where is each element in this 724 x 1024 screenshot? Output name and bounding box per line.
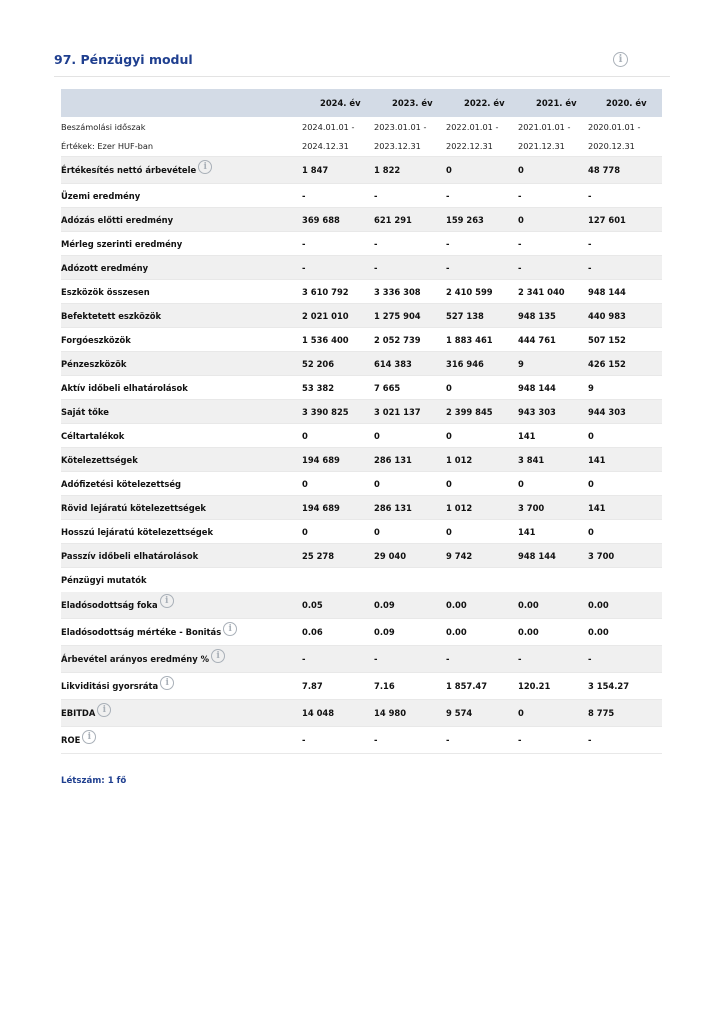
value-cell: 426 152 — [588, 352, 662, 376]
table-row — [61, 673, 662, 700]
info-icon[interactable]: i — [198, 160, 212, 174]
value-cell: 7.87 — [302, 673, 374, 700]
value-cell: - — [374, 232, 446, 256]
period-cell — [588, 117, 662, 157]
value-cell: 1 883 461 — [446, 328, 518, 352]
value-cell: 9 — [518, 352, 588, 376]
value-cell: 3 610 792 — [302, 280, 374, 304]
value-cell: 3 021 137 — [374, 400, 446, 424]
table-row — [61, 376, 662, 400]
value-cell: 0 — [446, 472, 518, 496]
period-cell — [302, 117, 374, 157]
value-cell: 141 — [518, 520, 588, 544]
value-cell: 0 — [518, 157, 588, 184]
value-cell: 0 — [446, 376, 518, 400]
value-cell: - — [374, 256, 446, 280]
value-cell: 52 206 — [302, 352, 374, 376]
row-label: Eszközök összesen — [61, 286, 150, 297]
table-row — [61, 256, 662, 280]
table-row — [61, 280, 662, 304]
row-label: ROE — [61, 735, 81, 745]
row-label-cell — [61, 232, 302, 256]
row-label: Aktív időbeli elhatárolások — [61, 382, 188, 393]
value-cell: 943 303 — [518, 400, 588, 424]
period-cell — [374, 117, 446, 157]
value-cell: - — [446, 646, 518, 673]
value-cell: - — [302, 256, 374, 280]
row-label: Likviditási gyorsráta — [61, 681, 159, 691]
value-cell: 0 — [518, 700, 588, 727]
table-row — [61, 496, 662, 520]
value-cell: 0.00 — [588, 619, 662, 646]
value-cell: 159 263 — [446, 208, 518, 232]
value-cell: - — [518, 184, 588, 208]
value-cell: 0 — [446, 520, 518, 544]
value-cell: 0 — [588, 424, 662, 448]
value-cell: 0 — [518, 472, 588, 496]
value-cell: 120.21 — [518, 673, 588, 700]
value-cell: 3 700 — [588, 544, 662, 568]
value-cell: - — [588, 256, 662, 280]
year-header: 2021. év — [518, 89, 588, 117]
period-end: 2022.12.31 — [446, 140, 493, 151]
value-cell: 0 — [302, 472, 374, 496]
row-label: EBITDA — [61, 708, 96, 718]
period-start: 2024.01.01 - — [302, 121, 355, 132]
value-cell: 0.00 — [446, 619, 518, 646]
value-cell: 7 665 — [374, 376, 446, 400]
row-label: Rövid lejáratú kötelezettségek — [61, 502, 206, 513]
row-label-cell — [61, 352, 302, 376]
value-cell: 14 048 — [302, 700, 374, 727]
value-cell: 1 857.47 — [446, 673, 518, 700]
table-row — [61, 304, 662, 328]
value-cell: 0.00 — [518, 592, 588, 619]
value-cell: - — [518, 256, 588, 280]
value-cell: 48 778 — [588, 157, 662, 184]
period-start: 2022.01.01 - — [446, 121, 499, 132]
value-cell: 9 — [588, 376, 662, 400]
value-cell: 2 399 845 — [446, 400, 518, 424]
row-label-cell — [61, 304, 302, 328]
info-icon[interactable]: i — [160, 676, 174, 690]
info-icon[interactable]: i — [223, 622, 237, 636]
headcount-label: Létszám: 1 fő — [61, 776, 127, 786]
row-label: Árbevétel arányos eredmény % — [61, 654, 210, 664]
value-cell: 0 — [374, 472, 446, 496]
row-label: Forgóeszközök — [61, 334, 131, 345]
period-cell — [518, 117, 588, 157]
value-cell: 944 303 — [588, 400, 662, 424]
period-start: 2021.01.01 - — [518, 121, 571, 132]
value-cell: - — [588, 184, 662, 208]
value-cell: 194 689 — [302, 448, 374, 472]
row-label-cell — [61, 472, 302, 496]
table-row — [61, 646, 662, 673]
value-cell: 0.00 — [588, 592, 662, 619]
row-label-cell — [61, 157, 302, 184]
period-start: 2023.01.01 - — [374, 121, 427, 132]
value-cell: 141 — [588, 496, 662, 520]
value-cell: 3 390 825 — [302, 400, 374, 424]
value-cell: - — [302, 232, 374, 256]
row-label-cell — [61, 400, 302, 424]
value-cell: - — [446, 256, 518, 280]
row-label: Adózott eredmény — [61, 262, 149, 273]
row-label-cell — [61, 328, 302, 352]
value-cell: 0.00 — [446, 592, 518, 619]
value-cell: 3 154.27 — [588, 673, 662, 700]
row-label-cell — [61, 520, 302, 544]
value-cell: 948 144 — [588, 280, 662, 304]
value-cell: 0 — [374, 424, 446, 448]
table-row — [61, 232, 662, 256]
value-cell: 444 761 — [518, 328, 588, 352]
period-cell — [446, 117, 518, 157]
value-cell: 3 700 — [518, 496, 588, 520]
value-cell: 948 144 — [518, 544, 588, 568]
value-cell: 369 688 — [302, 208, 374, 232]
row-label-cell — [61, 727, 302, 754]
value-cell: 1 012 — [446, 448, 518, 472]
table-row — [61, 424, 662, 448]
value-cell: 0 — [302, 520, 374, 544]
module-title: 97. Pénzügyi modul — [54, 52, 193, 67]
value-cell: 316 946 — [446, 352, 518, 376]
table-row — [61, 157, 662, 184]
year-header-row — [61, 89, 662, 117]
row-label: Adófizetési kötelezettség — [61, 478, 182, 489]
value-cell: - — [302, 727, 374, 754]
value-cell: - — [518, 727, 588, 754]
value-cell: 7.16 — [374, 673, 446, 700]
value-cell: 0 — [588, 472, 662, 496]
value-cell: 948 135 — [518, 304, 588, 328]
year-header: 2024. év — [302, 89, 374, 117]
row-label: Mérleg szerinti eredmény — [61, 238, 183, 249]
info-icon[interactable]: i — [160, 594, 174, 608]
period-label: Beszámolási időszak — [61, 122, 146, 132]
value-cell: 621 291 — [374, 208, 446, 232]
row-label-cell — [61, 424, 302, 448]
table-row — [61, 448, 662, 472]
value-cell: 614 383 — [374, 352, 446, 376]
value-cell: 507 152 — [588, 328, 662, 352]
table-row — [61, 328, 662, 352]
table-row — [61, 592, 662, 619]
value-cell: 9 742 — [446, 544, 518, 568]
value-cell: - — [374, 727, 446, 754]
row-label-cell — [61, 496, 302, 520]
row-label: Saját tőke — [61, 406, 109, 417]
value-cell: 2 021 010 — [302, 304, 374, 328]
value-cell: 0.05 — [302, 592, 374, 619]
header-blank — [61, 89, 302, 117]
value-cell: 194 689 — [302, 496, 374, 520]
row-label: Befektetett eszközök — [61, 310, 162, 321]
value-cell: - — [588, 646, 662, 673]
period-end: 2020.12.31 — [588, 140, 635, 151]
row-label: Eladósodottság mértéke - Bonitás — [61, 627, 222, 637]
row-label-cell — [61, 700, 302, 727]
info-icon[interactable]: i — [211, 649, 225, 663]
value-cell: - — [446, 232, 518, 256]
period-end: 2021.12.31 — [518, 140, 565, 151]
row-label-cell — [61, 280, 302, 304]
table-row — [61, 619, 662, 646]
value-cell: 1 012 — [446, 496, 518, 520]
section-row — [61, 568, 662, 592]
info-icon[interactable]: i — [613, 52, 628, 67]
value-cell: 0 — [588, 520, 662, 544]
value-cell: 0 — [446, 157, 518, 184]
section-title: Pénzügyi mutatók — [61, 574, 147, 585]
table-row — [61, 727, 662, 754]
row-label-cell — [61, 673, 302, 700]
table-row — [61, 520, 662, 544]
value-cell: 3 841 — [518, 448, 588, 472]
year-header: 2023. év — [374, 89, 446, 117]
table-row — [61, 184, 662, 208]
year-header: 2020. év — [588, 89, 662, 117]
value-cell: - — [374, 184, 446, 208]
financial-table — [61, 89, 662, 754]
row-label: Pénzeszközök — [61, 358, 127, 369]
period-start: 2020.01.01 - — [588, 121, 641, 132]
value-cell: 127 601 — [588, 208, 662, 232]
value-cell: 29 040 — [374, 544, 446, 568]
value-cell: 1 822 — [374, 157, 446, 184]
table-row — [61, 700, 662, 727]
value-cell: 141 — [588, 448, 662, 472]
value-cell: 0.09 — [374, 619, 446, 646]
table-row — [61, 208, 662, 232]
value-cell: 0 — [518, 208, 588, 232]
info-icon[interactable]: i — [97, 703, 111, 717]
value-cell: 2 052 739 — [374, 328, 446, 352]
row-label-cell — [61, 646, 302, 673]
value-cell: 1 536 400 — [302, 328, 374, 352]
period-end: 2024.12.31 — [302, 140, 349, 151]
value-cell: 1 847 — [302, 157, 374, 184]
value-cell: 25 278 — [302, 544, 374, 568]
value-cell: 0.06 — [302, 619, 374, 646]
value-cell: - — [518, 646, 588, 673]
module-header — [54, 50, 670, 77]
value-cell: - — [302, 184, 374, 208]
value-cell: 0 — [374, 520, 446, 544]
value-cell: - — [588, 232, 662, 256]
value-cell: 286 131 — [374, 496, 446, 520]
row-label: Eladósodottság foka — [61, 599, 158, 610]
value-cell: 8 775 — [588, 700, 662, 727]
year-header: 2022. év — [446, 89, 518, 117]
row-label-cell — [61, 544, 302, 568]
row-label-cell — [61, 184, 302, 208]
row-label: Hosszú lejáratú kötelezettségek — [61, 526, 214, 537]
period-labels — [61, 117, 302, 157]
row-label: Passzív időbeli elhatárolások — [61, 550, 199, 561]
value-cell: 0 — [302, 424, 374, 448]
value-cell: - — [302, 646, 374, 673]
value-cell: 53 382 — [302, 376, 374, 400]
value-cell: 527 138 — [446, 304, 518, 328]
value-cell: 948 144 — [518, 376, 588, 400]
table-row — [61, 352, 662, 376]
value-cell: 14 980 — [374, 700, 446, 727]
value-cell: 9 574 — [446, 700, 518, 727]
value-cell: - — [446, 727, 518, 754]
row-label-cell — [61, 376, 302, 400]
value-cell: - — [374, 646, 446, 673]
value-cell: - — [446, 184, 518, 208]
table-row — [61, 472, 662, 496]
value-cell: 3 336 308 — [374, 280, 446, 304]
info-icon[interactable]: i — [82, 730, 96, 744]
value-cell: 440 983 — [588, 304, 662, 328]
row-label-cell — [61, 208, 302, 232]
period-end: 2023.12.31 — [374, 140, 421, 151]
value-cell: - — [588, 727, 662, 754]
value-cell: 2 410 599 — [446, 280, 518, 304]
value-cell: 286 131 — [374, 448, 446, 472]
value-cell: 2 341 040 — [518, 280, 588, 304]
row-label: Céltartalékok — [61, 430, 125, 441]
table-row — [61, 544, 662, 568]
value-cell: 1 275 904 — [374, 304, 446, 328]
value-cell: - — [518, 232, 588, 256]
row-label: Adózás előtti eredmény — [61, 214, 174, 225]
row-label-cell — [61, 619, 302, 646]
row-label-cell — [61, 256, 302, 280]
period-row — [61, 117, 662, 157]
value-cell: 0 — [446, 424, 518, 448]
value-cell: 0.00 — [518, 619, 588, 646]
row-label-cell — [61, 592, 302, 619]
row-label-cell — [61, 448, 302, 472]
value-cell: 0.09 — [374, 592, 446, 619]
value-cell: 141 — [518, 424, 588, 448]
table-row — [61, 400, 662, 424]
row-label: Üzemi eredmény — [61, 190, 141, 201]
row-label: Kötelezettségek — [61, 454, 138, 465]
row-label: Értékesítés nettó árbevétele — [61, 165, 197, 175]
unit-label: Értékek: Ezer HUF-ban — [61, 141, 154, 151]
